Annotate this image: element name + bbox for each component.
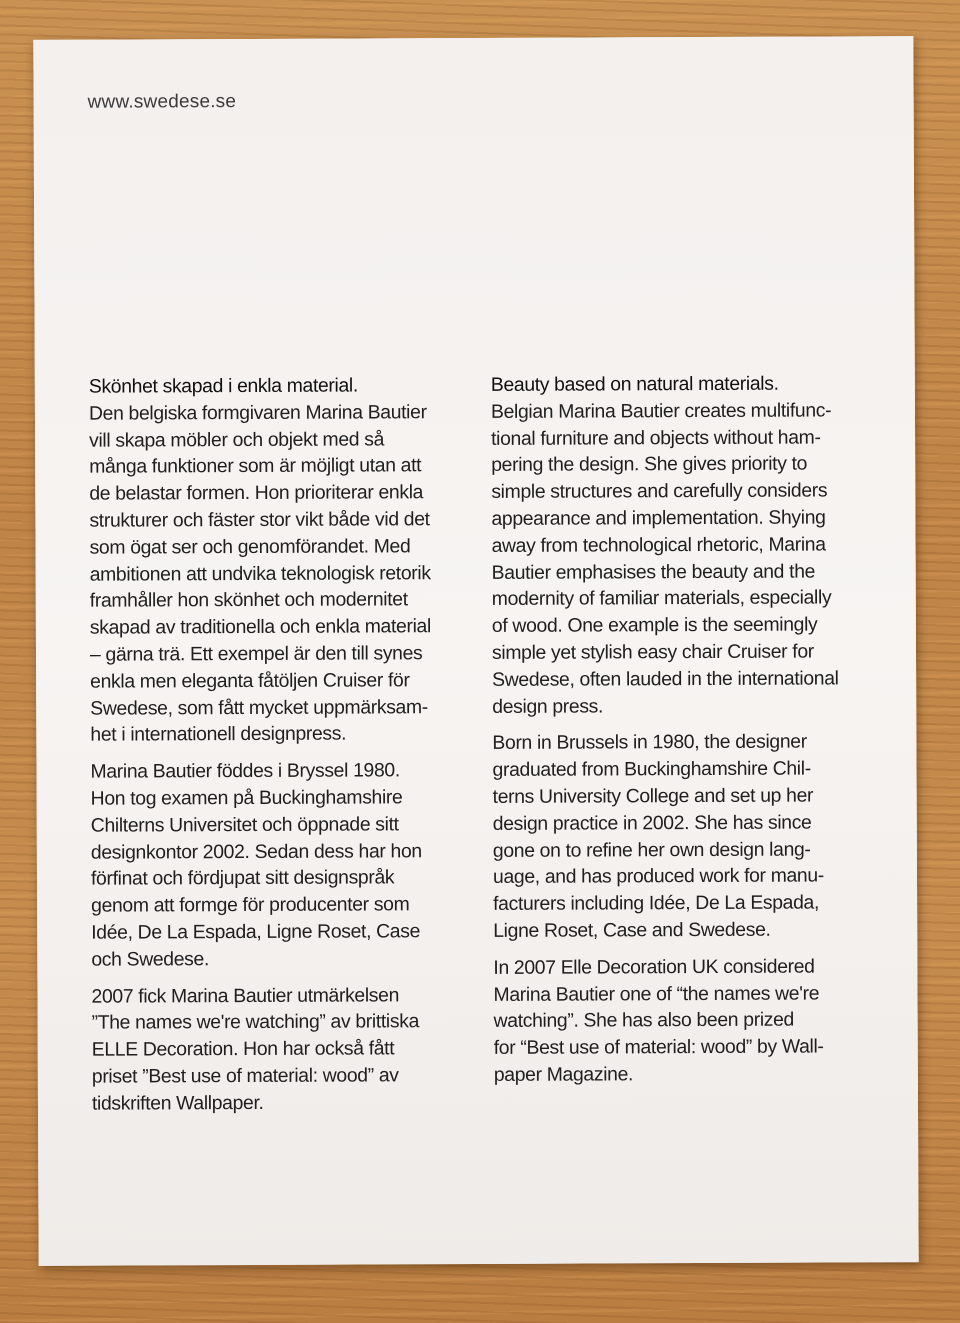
text-line: priset ”Best use of material: wood” av xyxy=(91,1064,399,1088)
swedish-paragraph-3 xyxy=(91,981,487,1117)
text-line: många funktioner som är möjligt utan att xyxy=(89,454,422,479)
text-line: vill skapa möbler och objekt med så xyxy=(89,427,385,452)
swedish-paragraph-1 xyxy=(89,399,486,749)
text-line: genom att formge för producenter som xyxy=(91,893,410,917)
text-line: appearance and implementation. Shying xyxy=(491,506,826,530)
website-url: www.swedese.se xyxy=(87,91,237,113)
text-line: uage, and has produced work for manu- xyxy=(492,864,824,889)
text-line: watching”. She has also been prized xyxy=(493,1008,795,1033)
text-line: tidskriften Wallpaper. xyxy=(91,1091,264,1115)
swedish-column xyxy=(89,372,487,1127)
text-line: pering the design. She gives priority to xyxy=(491,452,808,477)
text-line: design press. xyxy=(492,695,604,718)
text-line: Marina Bautier föddes i Bryssel 1980. xyxy=(90,759,400,783)
text-line: – gärna trä. Ett exempel är den till synes xyxy=(89,642,423,666)
text-line: framhåller hon skönhet och modernitet xyxy=(89,588,408,613)
text-line: simple structures and carefully considers xyxy=(491,479,828,504)
text-line: de belastar formen. Hon prioriterar enkla xyxy=(89,481,424,505)
swedish-heading: Skönhet skapad i enkla material. xyxy=(88,374,358,398)
text-line: förfinat och fördjupat sitt designspråk xyxy=(90,866,395,891)
text-line: for “Best use of material: wood” by Wall- xyxy=(493,1035,824,1060)
text-line: Chilterns Universitet och öppnade sitt xyxy=(90,813,399,837)
text-line: 2007 fick Marina Bautier utmärkelsen xyxy=(91,983,400,1008)
text-line: facturers including Idée, De La Espada, xyxy=(493,891,820,916)
text-line: modernity of familiar materials, especially xyxy=(491,586,832,611)
text-line: Born in Brussels in 1980, the designer xyxy=(492,730,807,755)
text-line: ”The names we're watching” av brittiska xyxy=(91,1010,420,1035)
english-paragraph-1 xyxy=(491,397,887,720)
text-line: In 2007 Elle Decoration UK considered xyxy=(493,955,815,979)
text-line: skapad av traditionella och enkla material xyxy=(89,615,431,639)
english-heading: Beauty based on natural materials. xyxy=(490,372,779,396)
text-line: tional furniture and objects without ham- xyxy=(491,426,821,450)
text-line: Belgian Marina Bautier creates multifunc- xyxy=(490,399,832,423)
text-line: Den belgiska formgivaren Marina Bautier xyxy=(88,401,427,425)
info-card xyxy=(33,36,918,1266)
english-paragraph-3 xyxy=(493,953,889,1089)
text-line: Swedese, often lauded in the international xyxy=(492,667,839,691)
english-column xyxy=(491,370,889,1098)
text-line: Swedese, som fått mycket uppmärksam- xyxy=(90,695,428,720)
text-line: enkla men eleganta fåtöljen Cruiser för xyxy=(90,669,410,693)
text-line: gone on to refine her own design lang- xyxy=(492,838,811,862)
text-line: Hon tog examen på Buckinghamshire xyxy=(90,786,403,810)
text-line: ELLE Decoration. Hon har också fått xyxy=(91,1037,395,1061)
text-line: Ligne Roset, Case and Swedese. xyxy=(493,918,771,942)
swedish-paragraph-2 xyxy=(90,757,486,973)
text-line: ambitionen att undvika teknologisk retorik xyxy=(89,561,431,586)
text-line: och Swedese. xyxy=(91,947,209,971)
text-line: simple yet stylish easy chair Cruiser for xyxy=(491,640,814,664)
text-line: Bautier emphasises the beauty and the xyxy=(491,560,816,584)
english-paragraph-2 xyxy=(492,729,888,945)
text-line: design practice in 2002. She has since xyxy=(492,811,812,835)
text-line: graduated from Buckinghamshire Chil- xyxy=(492,757,811,782)
text-line: het i internationell designpress. xyxy=(90,722,347,747)
text-line: of wood. One example is the seemingly xyxy=(491,613,818,638)
text-line: designkontor 2002. Sedan dess har hon xyxy=(90,839,422,864)
text-line: away from technological rhetoric, Marina xyxy=(491,533,826,557)
text-line: som ögat ser och genomförandet. Med xyxy=(89,535,411,559)
text-line: Marina Bautier one of “the names we're xyxy=(493,982,820,1006)
text-line: terns University College and set up her xyxy=(492,784,814,808)
text-line: Idée, De La Espada, Ligne Roset, Case xyxy=(91,920,421,944)
text-line: paper Magazine. xyxy=(493,1063,634,1086)
text-line: strukturer och fäster stor vikt både vid det xyxy=(89,508,430,532)
